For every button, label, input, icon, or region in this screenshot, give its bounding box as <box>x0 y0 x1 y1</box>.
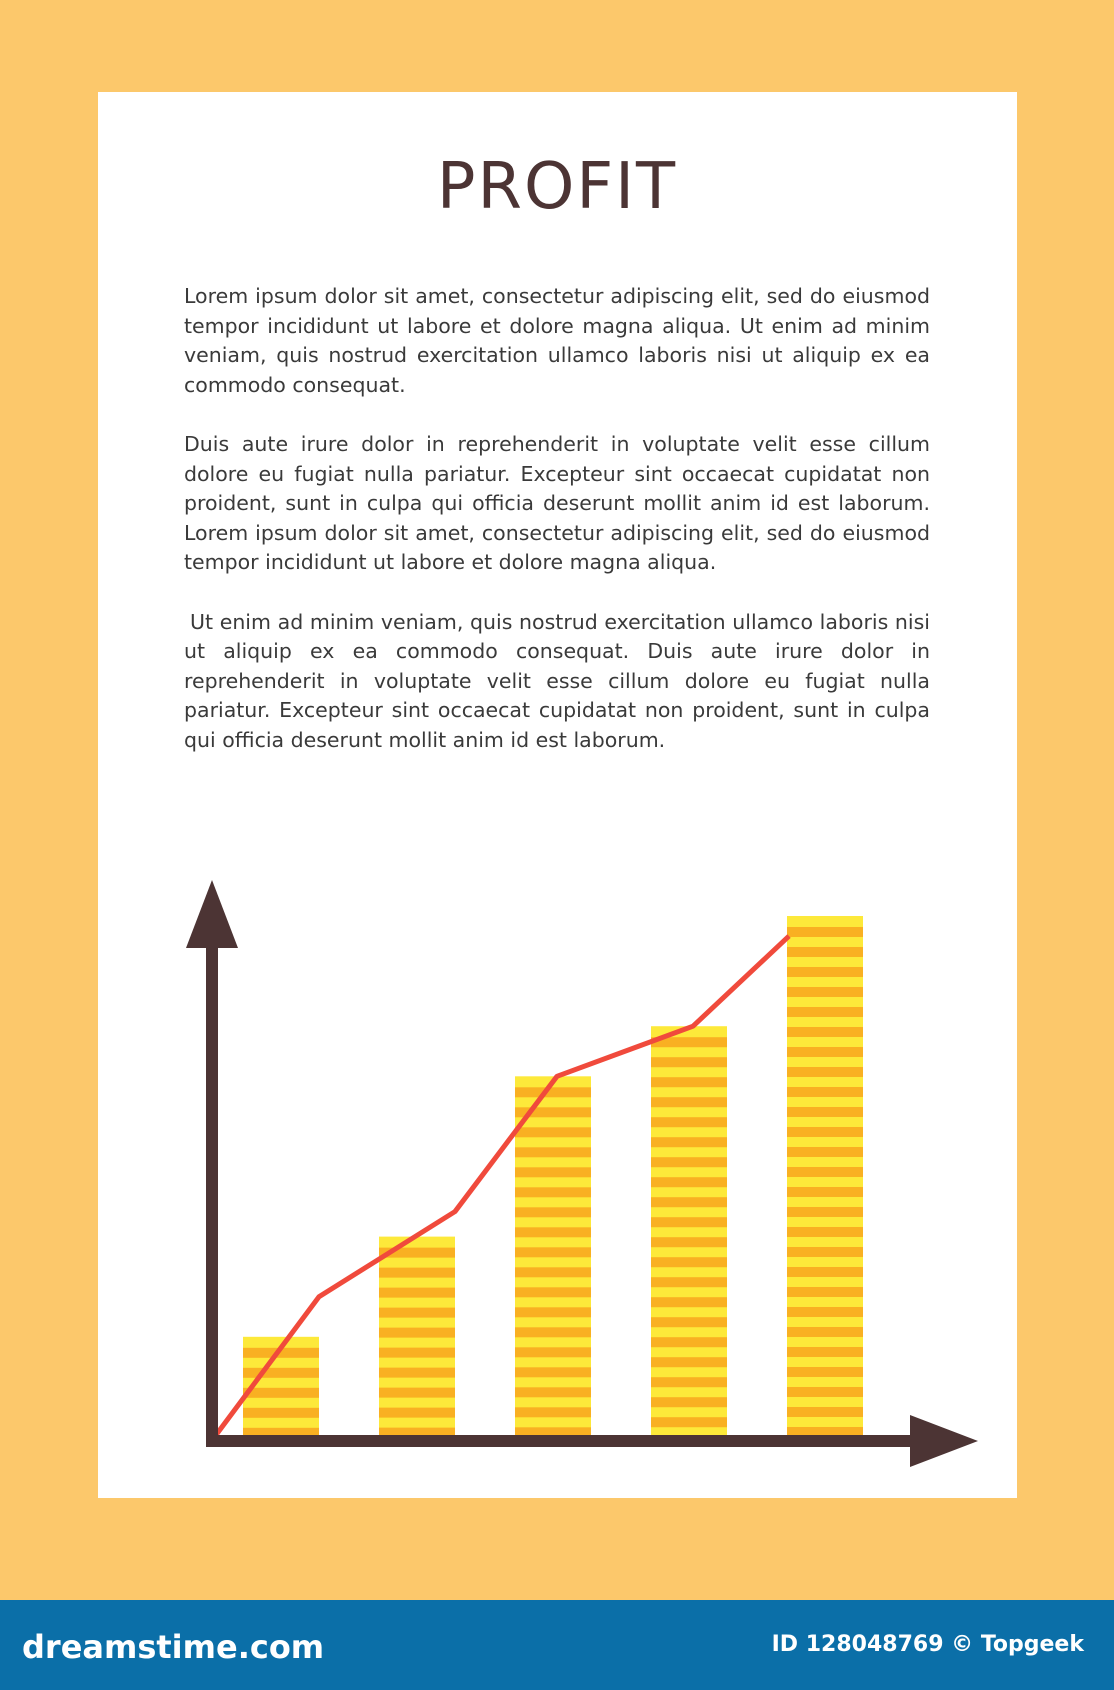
bar-3 <box>515 1076 591 1437</box>
footer-logo[interactable]: dreamstime.com <box>22 1628 325 1666</box>
paragraph-1: Lorem ipsum dolor sit amet, consectetur adipiscing elit, sed do eiusmod tempor incididunt ut labore et dolore magna aliqua. Ut enim ad minim veniam, quis nostrud exercitation ullamco laboris nisi ut aliquip ex ea commodo consequat. <box>184 284 930 397</box>
image-id: ID 128048769 © Topgeek <box>771 1632 1084 1657</box>
bar-5 <box>787 916 863 1437</box>
y-axis-arrow <box>186 880 238 948</box>
x-axis-arrow <box>910 1415 978 1467</box>
paragraph-2: Duis aute irure dolor in reprehenderit in voluptate velit esse cillum dolore eu fugiat nulla pariatur. Excepteur sint occaecat cupidatat non proident, sunt in culpa qui officia deserunt mollit anim id est laborum. Lorem ipsum dolor sit amet, consectetur adipiscing elit, sed do eiusmod tempor incididunt ut labore et dolore magna aliqua. <box>184 432 930 574</box>
bar-2 <box>379 1237 455 1437</box>
bar-4 <box>651 1026 727 1437</box>
paragraph-3: Ut enim ad minim veniam, quis nostrud exercitation ullamco laboris nisi ut aliquip ex ea commodo consequat. Duis aute irure dolor in reprehenderit in voluptate velit esse cillum dolore eu fugiat nulla pariatur. Excepteur sint occaecat cupidatat non proident, sunt in culpa qui officia deserunt mollit anim id est laborum. <box>184 609 930 752</box>
page-title: PROFIT <box>436 150 678 224</box>
footer-bar <box>0 1600 1114 1690</box>
